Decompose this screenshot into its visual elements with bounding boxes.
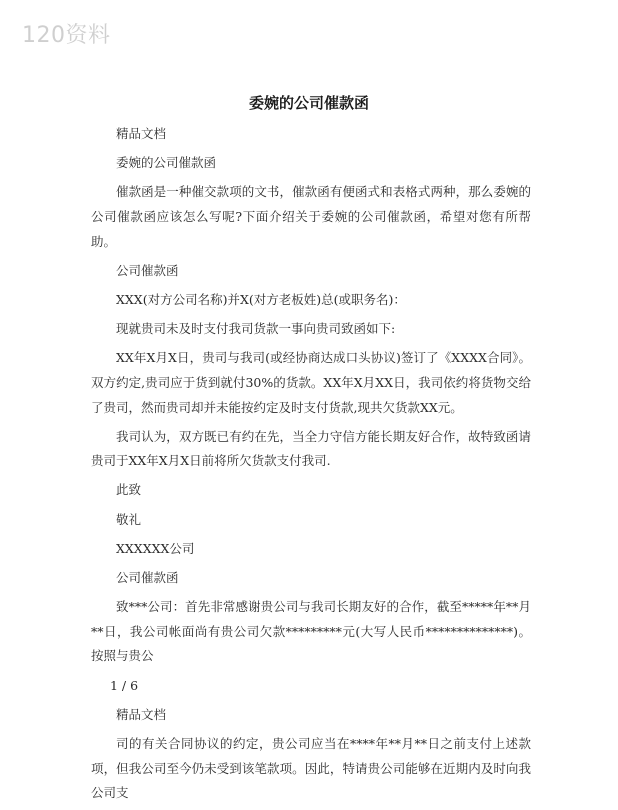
header-label: 精品文档 [116,706,167,722]
document-title: 委婉的公司催款函 [248,94,369,112]
section-heading: 公司催款函 [116,570,179,586]
closing-line: 此致 [116,482,142,498]
closing-line: 敬礼 [116,511,142,527]
intro-paragraph: 催款函是一种催交款项的文书，催款函有便函式和表格式两种，那么委婉的公司催款函应该怎么写呢?下面介绍关于委婉的公司催款函，希望对您有所帮助。 [91,184,531,249]
body-paragraph: 司的有关合同协议的约定，贵公司应当在****年**月**日之前支付上述款项，但我公司至今仍未受到该笔款项。因此，特请贵公司能够在近期内及时向我公司支 [91,735,531,801]
body-paragraph: XX年X月X日，贵司与我司(或经协商达成口头协议)签订了《XXXX合同》。双方约定,贵司应于货到就付30%的货款。XX年X月XX日，我司依约将货物交给了贵司，然而贵司却并未能按约定及时支付货款,现共欠货款XX元。 [91,350,531,415]
body-paragraph: 我司认为，双方既已有约在先，当全力守信方能长期友好合作，故特致函请贵司于XX年X月X日前将所欠货款支付我司. [91,428,531,469]
page-number: 1 / 6 [110,677,139,693]
header-label: 精品文档 [116,126,167,141]
section-heading: 公司催款函 [116,262,179,278]
subtitle: 委婉的公司催款函 [116,155,217,171]
body-paragraph: 致***公司：首先非常感谢贵公司与我司长期友好的合作，截至*****年**月**日，我公司帐面尚有贵公司欠款*********元(大写人民币**************)。按照与贵公 [91,599,531,664]
body-paragraph: 现就贵司未及时支付我司货款一事向贵司致函如下: [116,321,396,337]
watermark-logo: 120资料 [22,23,111,48]
signature: XXXXXX公司 [116,540,195,556]
salutation: XXX(对方公司名称)并X(对方老板姓)总(或职务名)： [116,291,406,307]
document-body [91,122,531,810]
